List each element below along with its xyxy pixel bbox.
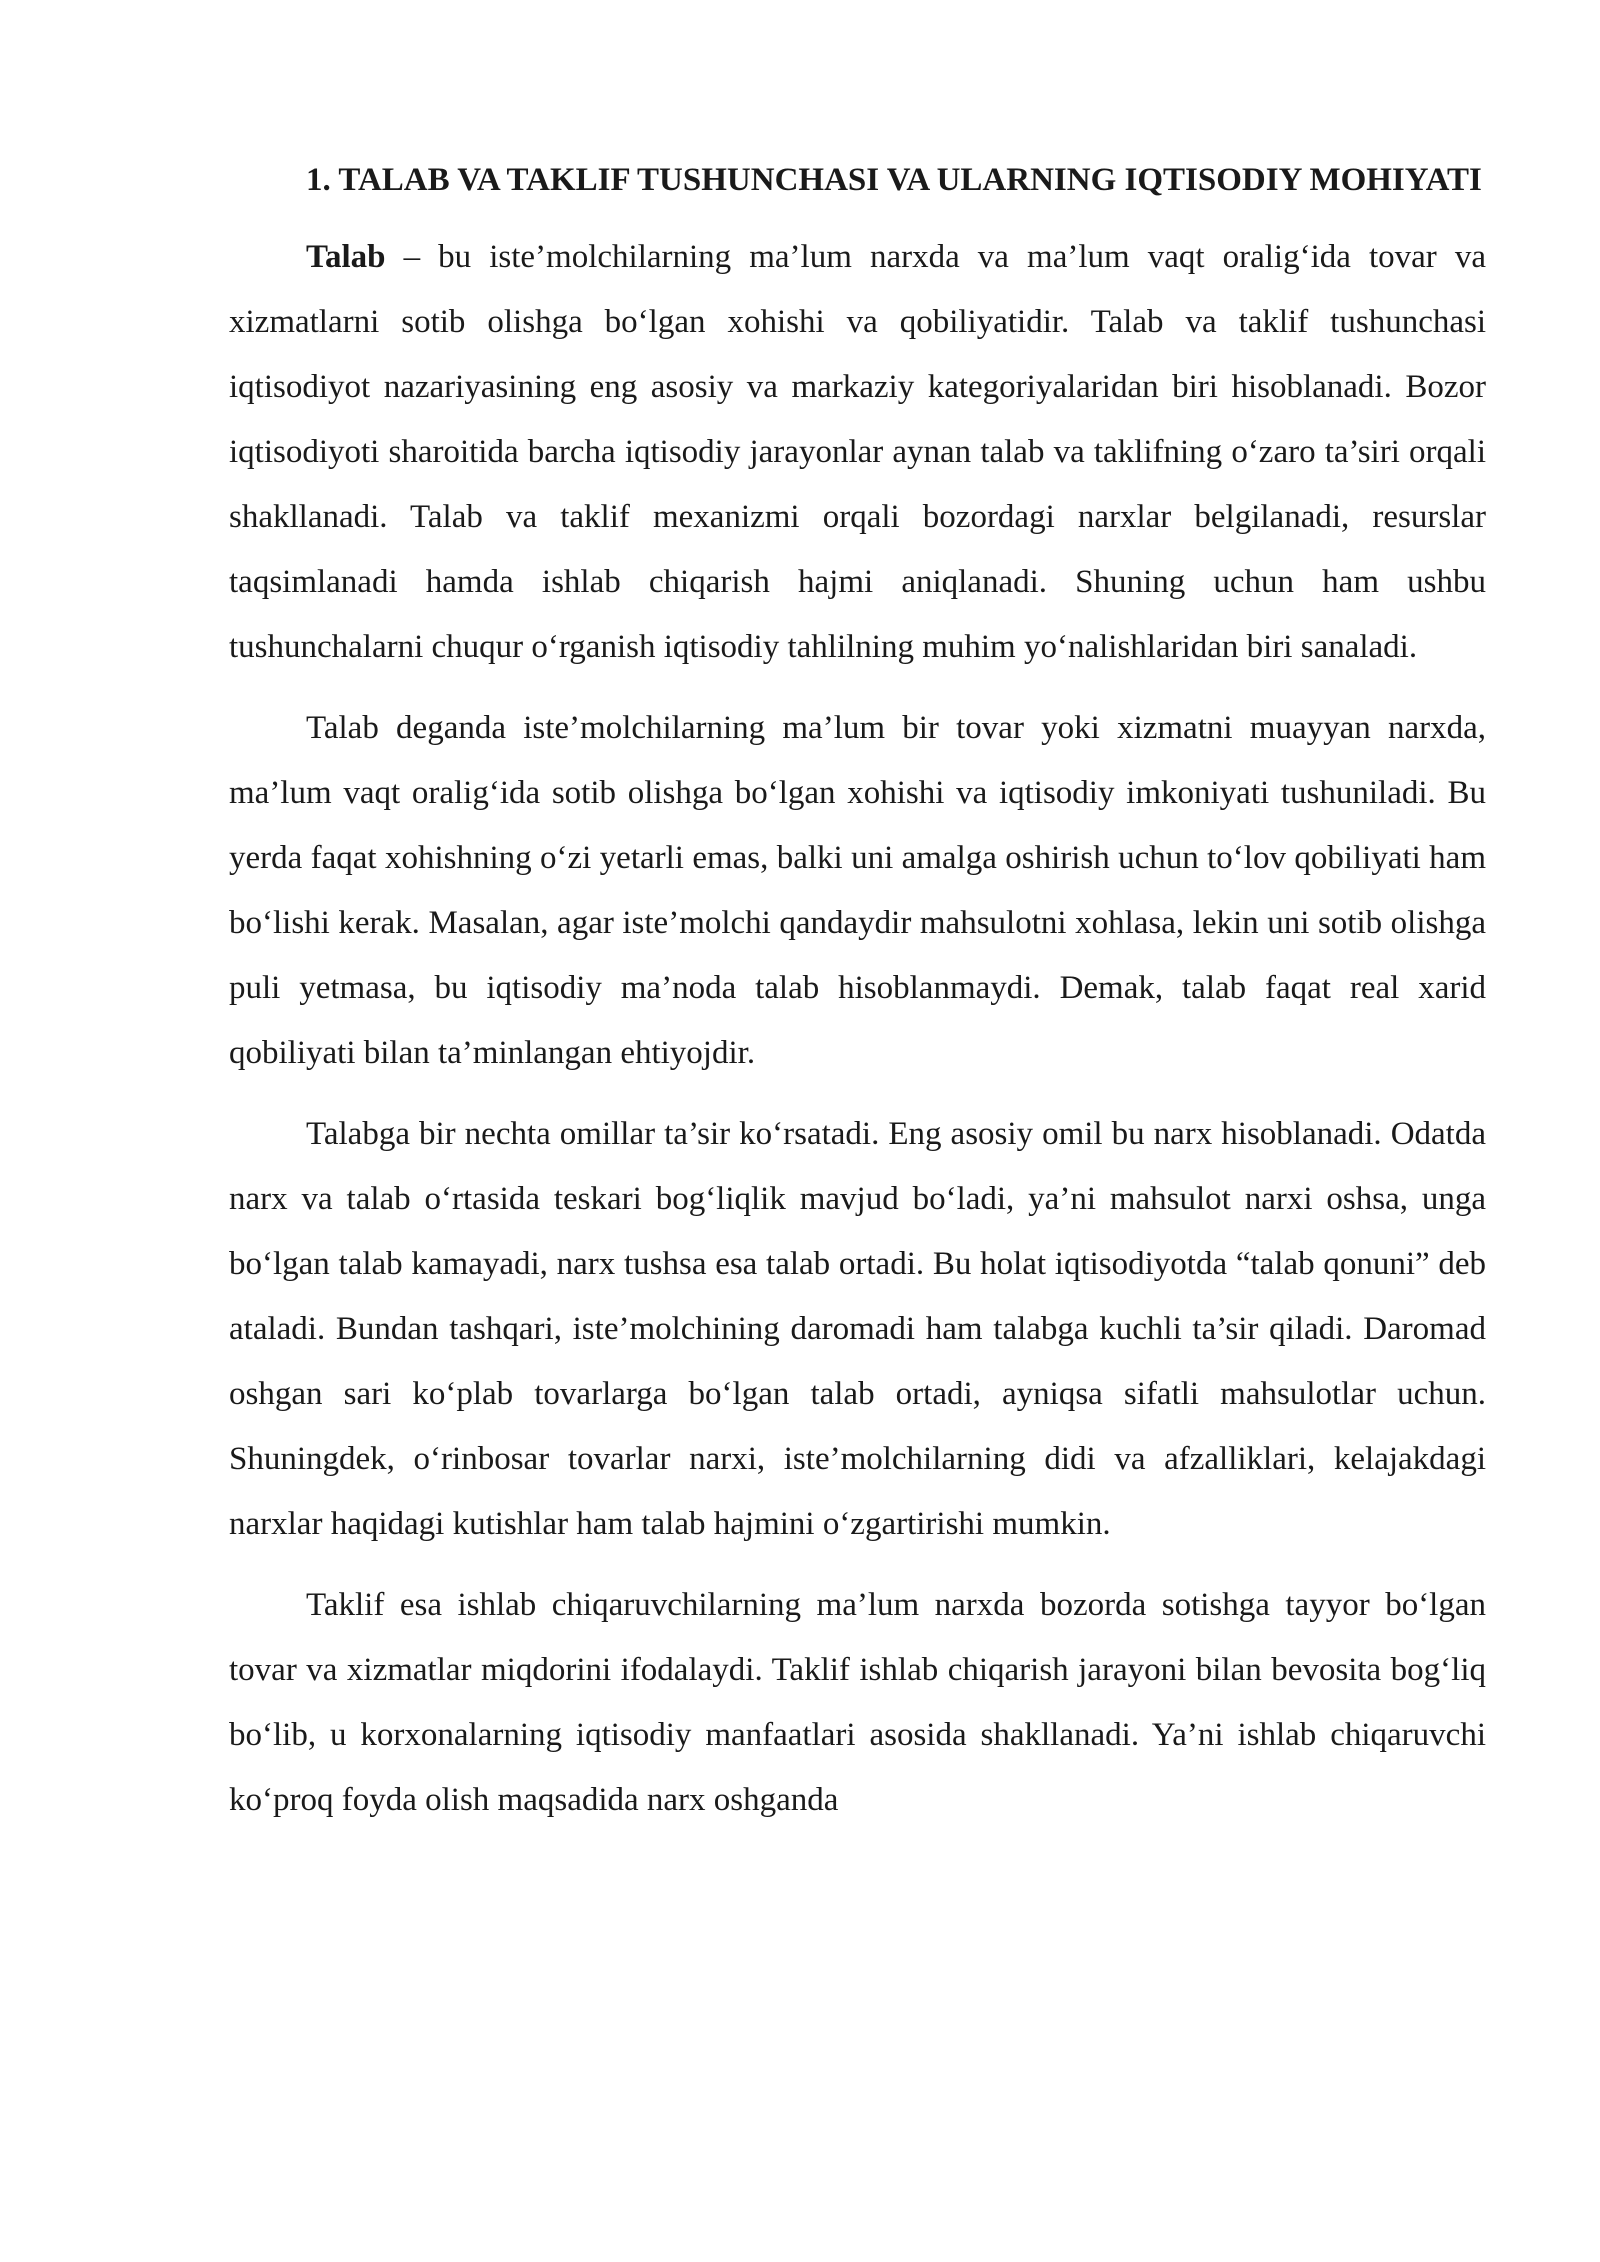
section-heading: 1. TALAB VA TAKLIF TUSHUNCHASI VA ULARNING IQTISODIY MOHIYATI — [306, 162, 1482, 198]
page-content — [229, 148, 1486, 1833]
paragraph: Talab deganda iste’molchilarning ma’lum bir tovar yoki xizmatni muayyan narxda, ma’lum vaqt oralig‘ida sotib olishga bo‘lgan xohishi va iqtisodiy imkoniyati tushuniladi. Bu yerda faqat xohishning o‘zi yetarli emas, balki uni amalga oshirish uchun to‘lov qobiliyati ham bo‘lishi kerak. Masalan, agar iste’molchi qandaydir mahsulotni xohlasa, lekin uni sotib olishga puli yetmasa, bu iqtisodiy ma’noda talab hisoblanmaydi. Demak, talab faqat real xarid qobiliyati bilan ta’minlangan ehtiyojdir. — [229, 710, 1486, 1071]
paragraph: Taklif esa ishlab chiqaruvchilarning ma’lum narxda bozorda sotishga tayyor bo‘lgan tovar va xizmatlar miqdorini ifodalaydi. Taklif ishlab chiqarish jarayoni bilan bevosita bog‘liq bo‘lib, u korxonalarning iqtisodiy manfaatlari asosida shakllanadi. Ya’ni ishlab chiqaruvchi ko‘proq foyda olish maqsadida narx oshganda — [229, 1587, 1486, 1818]
paragraph-text: – bu iste’molchilarning ma’lum narxda va ma’lum vaqt oralig‘ida tovar va xizmatlarni sotib olishga bo‘lgan xohishi va qobiliyatidir. Talab va taklif tushunchasi iqtisodiyot nazariyasining eng asosiy va markaziy kategoriyalaridan biri hisoblanadi. Bozor iqtisodiyoti sharoitida barcha iqtisodiy jarayonlar aynan talab va taklifning o‘zaro ta’siri orqali shakllanadi. Talab va taklif mexanizmi orqali bozordagi narxlar belgilanadi, resurslar taqsimlanadi hamda ishlab chiqarish hajmi aniqlanadi. Shuning uchun ham ushbu tushunchalarni chuqur o‘rganish iqtisodiy tahlilning muhim yo‘nalishlaridan biri sanaladi. — [229, 239, 1486, 665]
paragraph: Talabga bir nechta omillar ta’sir ko‘rsatadi. Eng asosiy omil bu narx hisoblanadi. Odatda narx va talab o‘rtasida teskari bog‘liqlik mavjud bo‘ladi, ya’ni mahsulot narxi oshsa, unga bo‘lgan talab kamayadi, narx tushsa esa talab ortadi. Bu holat iqtisodiyotda “talab qonuni” deb ataladi. Bundan tashqari, iste’molchining daromadi ham talabga kuchli ta’sir qiladi. Daromad oshgan sari ko‘plab tovarlarga bo‘lgan talab ortadi, ayniqsa sifatli mahsulotlar uchun. Shuningdek, o‘rinbosar tovarlar narxi, iste’molchilarning didi va afzalliklari, kelajakdagi narxlar haqidagi kutishlar ham talab hajmini o‘zgartirishi mumkin. — [229, 1116, 1486, 1542]
defined-term: Talab — [306, 239, 386, 275]
paragraph-definition — [229, 225, 1486, 680]
